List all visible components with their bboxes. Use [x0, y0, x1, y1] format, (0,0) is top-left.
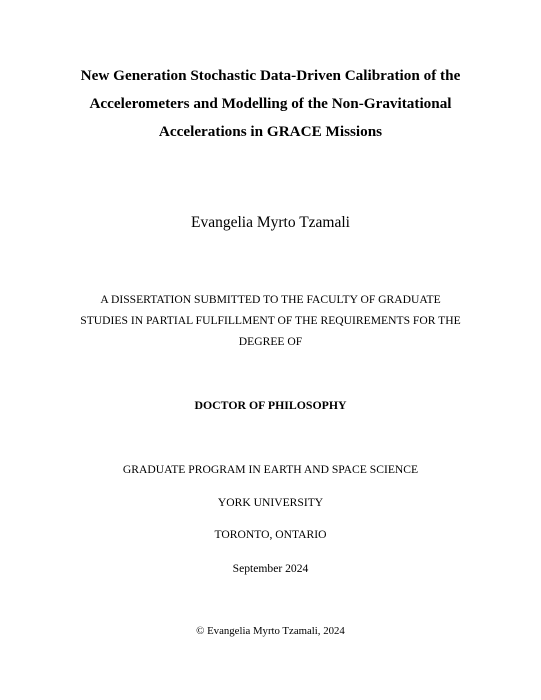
graduate-program: GRADUATE PROGRAM IN EARTH AND SPACE SCIENCE: [122, 463, 419, 476]
title-line: New Generation Stochastic Data-Driven Calibration of the: [80, 67, 461, 84]
university-location: TORONTO, ONTARIO: [214, 528, 327, 541]
degree-name: DOCTOR OF PHILOSOPHY: [194, 398, 347, 412]
author-name: Evangelia Myrto Tzamali: [191, 214, 350, 231]
submission-statement: [40, 289, 501, 352]
statement-line: STUDIES IN PARTIAL FULFILLMENT OF THE REQUIREMENTS FOR THE: [80, 314, 461, 327]
dissertation-title: [20, 62, 521, 146]
copyright-notice: © Evangelia Myrto Tzamali, 2024: [196, 625, 345, 637]
statement-line: DEGREE OF: [238, 335, 303, 348]
title-line: Accelerations in GRACE Missions: [158, 123, 383, 140]
title-line: Accelerometers and Modelling of the Non-Gravitational: [89, 95, 452, 112]
submission-date: September 2024: [232, 562, 309, 575]
statement-line: A DISSERTATION SUBMITTED TO THE FACULTY OF GRADUATE: [100, 293, 441, 306]
university-name: YORK UNIVERSITY: [217, 496, 324, 509]
